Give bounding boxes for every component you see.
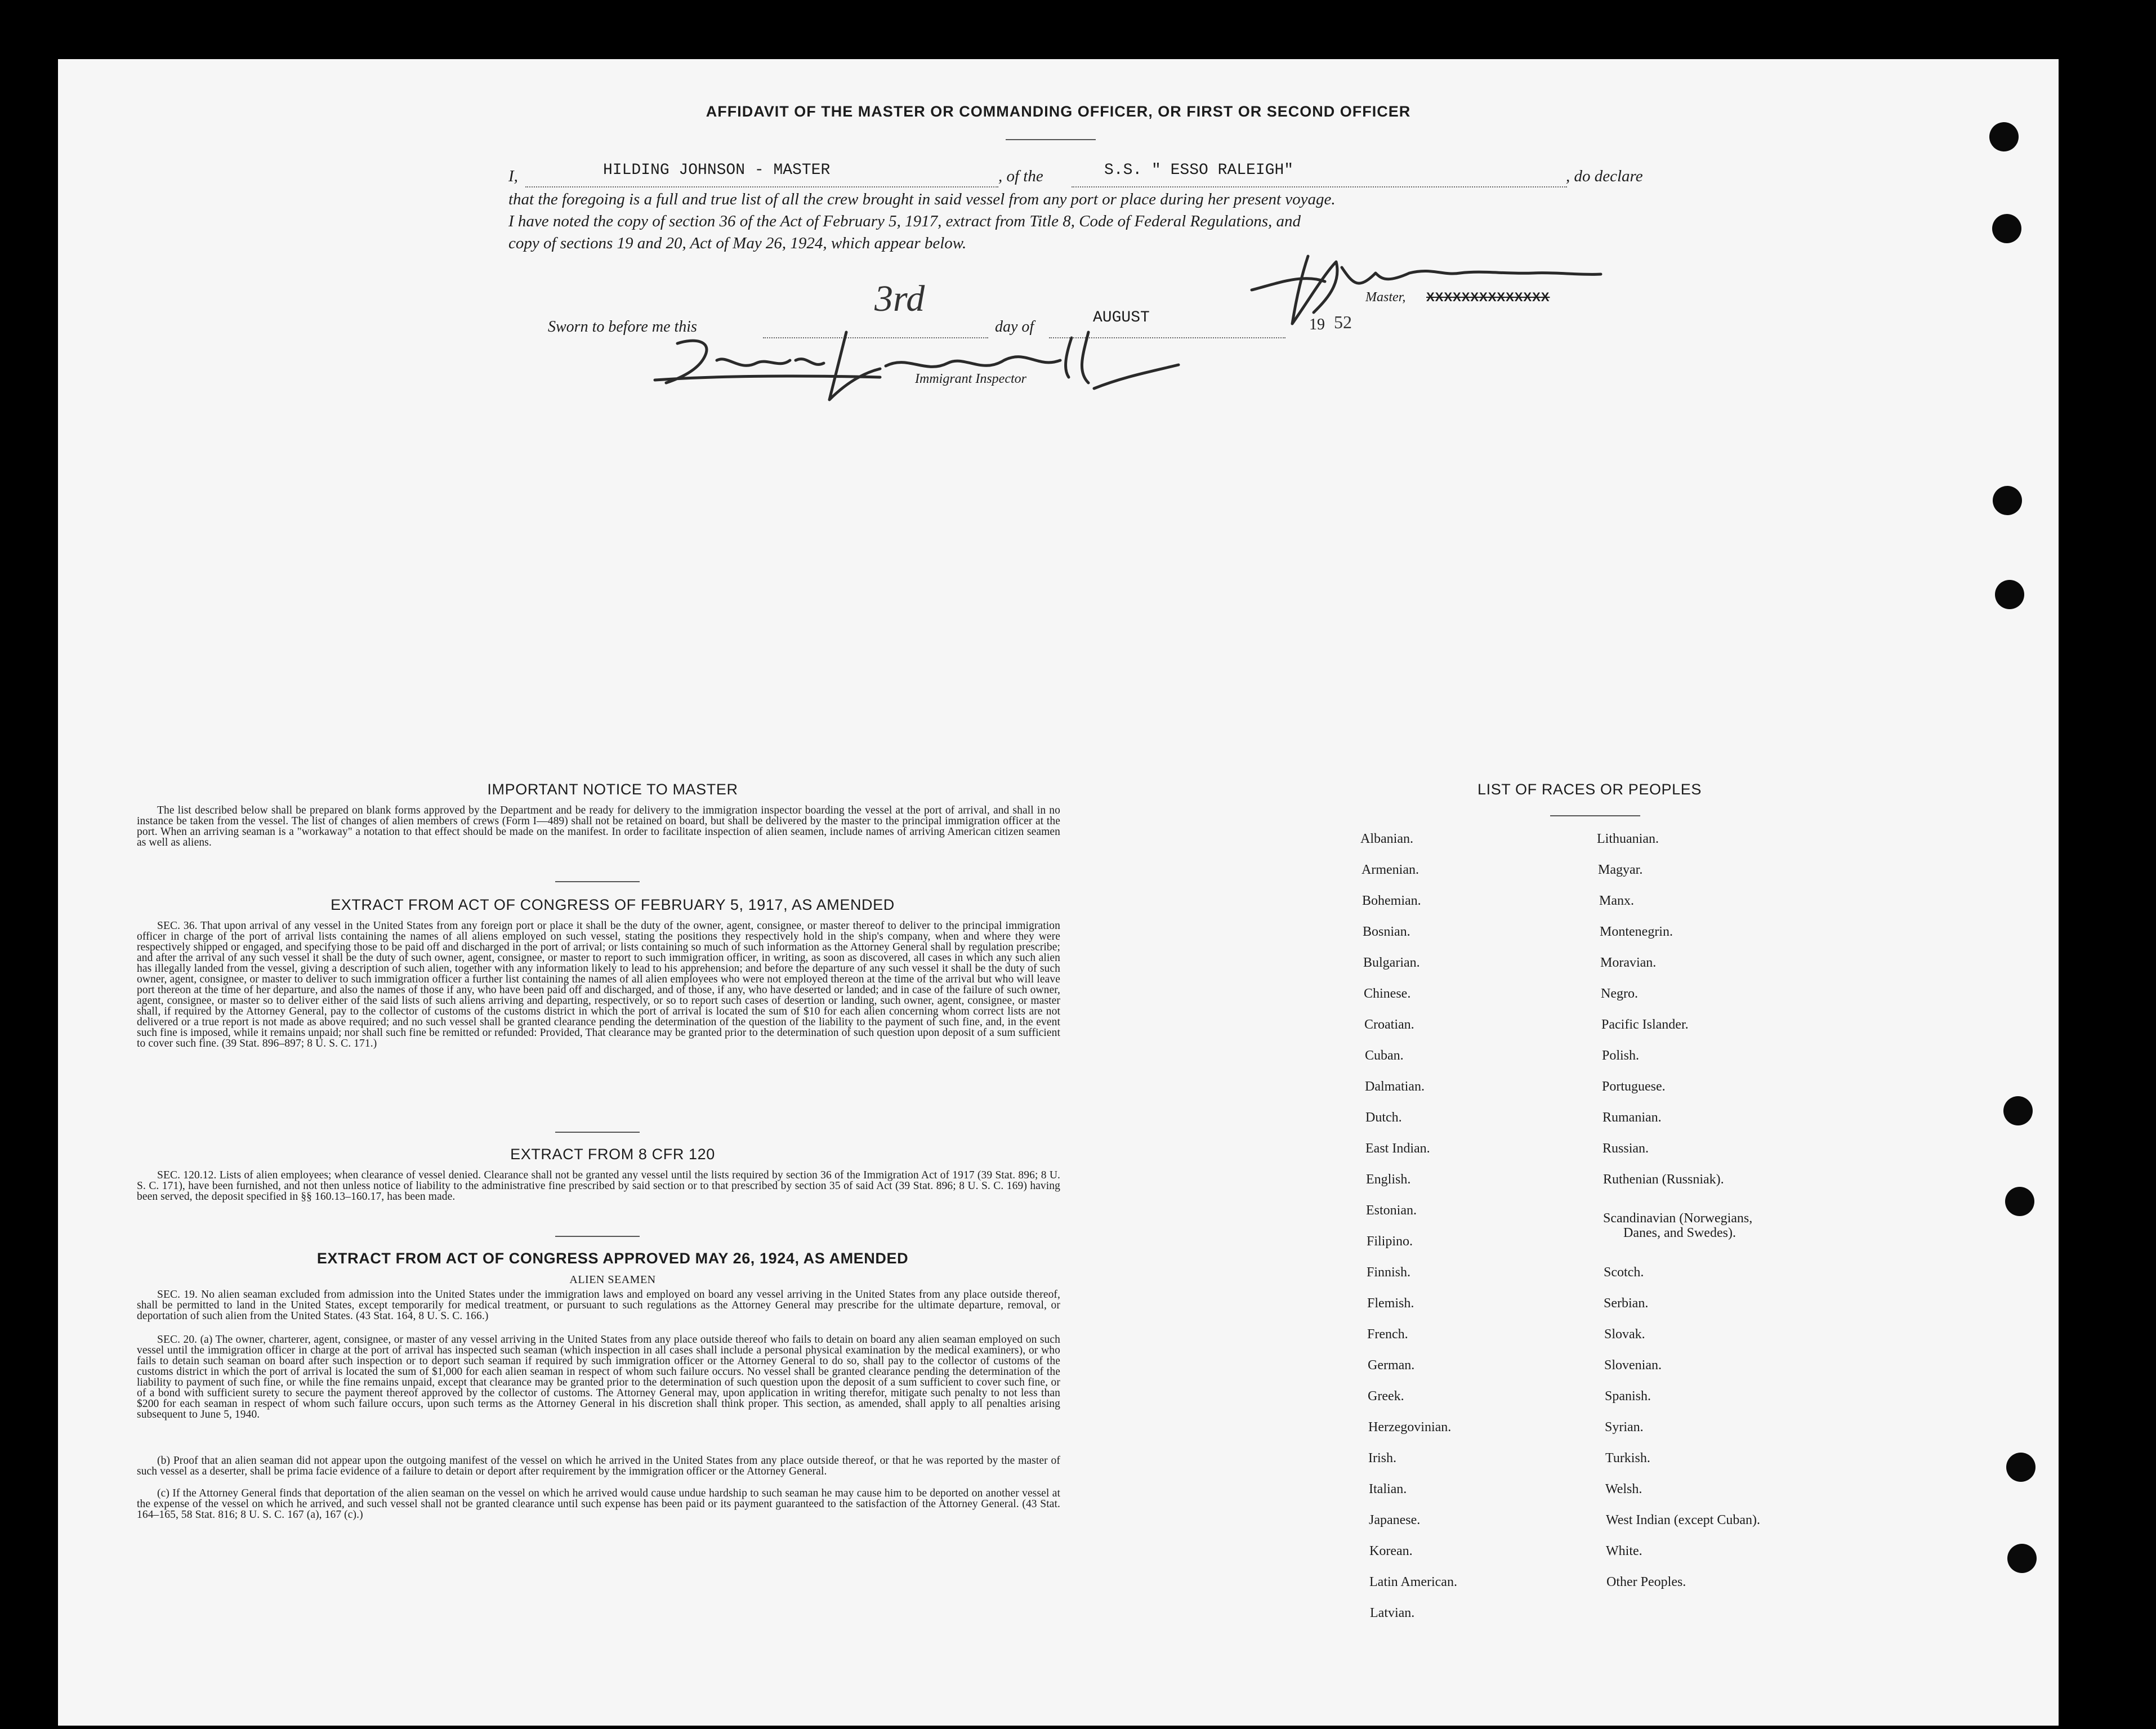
- race-item: Finnish.: [1367, 1265, 1411, 1280]
- race-item: Scotch.: [1604, 1265, 1644, 1280]
- cfr-text: SEC. 120.12. Lists of alien employees; when clearance of vessel denied. Clearance shall not be granted any vessel until the lists required by section 36 of the Immigration Act of 1917 (39 Stat. 896; 8 U. S. C. 171), have been furnished, and not then unless notice of liability to the administrative fine prescribed by said section or to that prescribed by section 35 of said Act (39 Stat. 896; 8 U. S. C. 169) having been served, the deposit specified in §§ 160.13–160.17, has been made.: [137, 1169, 1060, 1203]
- punch-hole: [1992, 214, 2021, 243]
- race-item: Bohemian.: [1362, 893, 1421, 908]
- race-item: Other Peoples.: [1606, 1575, 1686, 1589]
- master-label: Master,: [1365, 290, 1406, 305]
- alien-seamen-subtitle: ALIEN SEAMEN: [569, 1274, 656, 1286]
- race-item: Polish.: [1602, 1048, 1640, 1063]
- race-item: East Indian.: [1365, 1141, 1430, 1156]
- race-item: German.: [1368, 1358, 1415, 1373]
- vessel-line: [1072, 186, 1567, 187]
- punch-hole: [1989, 122, 2019, 151]
- notice-title: IMPORTANT NOTICE TO MASTER: [487, 781, 738, 798]
- title-divider: [1006, 139, 1096, 140]
- race-item: Turkish.: [1605, 1451, 1650, 1466]
- race-item: Magyar.: [1598, 863, 1643, 877]
- race-item: Pacific Islander.: [1601, 1017, 1689, 1032]
- punch-hole: [1995, 580, 2024, 609]
- races-divider: [1550, 815, 1640, 816]
- day-value: 3rd: [874, 278, 925, 319]
- race-item: West Indian (except Cuban).: [1606, 1513, 1760, 1527]
- sec-20c-text: (c) If the Attorney General finds that deportation of the alien seaman on the vessel on which he arrived would cause undue hardship to such seaman he may cause him to be deported on another vessel at the expense of the vessel on which he arrived, and such vessel shall not be granted clearance until such expense has been paid or its payment guaranteed to the satisfaction of the Attorney General. (43 Stat. 164–165, 58 Stat. 816; 8 U. S. C. 167 (a), 167 (c).): [137, 1487, 1060, 1521]
- race-item: Italian.: [1369, 1482, 1407, 1496]
- day-of-text: day of: [995, 318, 1034, 336]
- extract-1917-text: SEC. 36. That upon arrival of any vessel in the United States from any foreign port or place it shall be the duty of the owner, agent, consignee, or master thereof to deliver to the principal immigration officer in charge of the port of arrival lists containing the names of all aliens employed on such vessel, stating the positions they respectively hold in the ship's company, when and where they were respectively shipped or engaged, and specifying those to be paid off and discharged in the port of arrival; or lists containing so much of such information as the Attorney General shall by regulation prescribe; and after the arrival of any such vessel it shall be the duty of such owner, agent, consignee, or master to report to such immigration officer, in writing, as soon as discovered, all cases in which any such alien has illegally landed from the vessel, giving a description of such alien, together with any information likely to lead to his apprehension; and before the departure of any such vessel it shall be the duty of such owner, agent, consignee, or master to deliver to such immigration officer a further list containing the names of all alien employees who were not employed thereon at the time of the arrival but who will leave port thereon at the time of her departure, and also the names of those if any, who have been paid off and discharged, and of those, if any, who have deserted or landed; and in case of the failure of such owner, agent, consignee, or master so to deliver either of the said lists of such aliens arriving and departing, respectively, or so to report such cases of desertion or landing, such owner, agent, consignee, or master shall, if required by the Attorney General, pay to the collector of customs of the customs district in which the port of arrival is located the sum of $10 for each alien concerning whom correct lists are not delivered or a true report is not made as above required; and no such vessel shall be granted clearance pending the determination of the question of the liability to the payment of such fine, and, in the event such fine is imposed, while it remains unpaid; nor shall such fine be remitted or refunded: Provided, That clearance may be granted prior to the determination of such question upon deposit of a sum sufficient to cover such fine. (39 Stat. 896–897; 8 U. S. C. 171.): [137, 920, 1060, 1049]
- race-item: English.: [1366, 1172, 1411, 1187]
- inspector-label: Immigrant Inspector: [915, 372, 1026, 386]
- race-item: Albanian.: [1360, 832, 1413, 846]
- year-prefix: 19: [1309, 316, 1325, 333]
- race-item: Negro.: [1601, 986, 1638, 1001]
- declaration-line-4: copy of sections 19 and 20, Act of May 26, 1924, which appear below.: [508, 234, 967, 252]
- divider-3: [555, 1236, 640, 1237]
- punch-hole: [2006, 1453, 2036, 1482]
- master-name-line: [525, 186, 998, 187]
- race-item: Montenegrin.: [1600, 924, 1673, 939]
- race-item: Japanese.: [1369, 1513, 1421, 1527]
- race-item: Cuban.: [1365, 1048, 1404, 1063]
- punch-hole: [1993, 486, 2022, 515]
- race-item: Chinese.: [1364, 986, 1411, 1001]
- race-item: Herzegovinian.: [1368, 1420, 1452, 1435]
- notice-text: The list described below shall be prepared on blank forms approved by the Department and be ready for delivery to the immigration inspector boarding the vessel at the port of arrival, and shall in no instance be taken from the vessel. The list of changes of alien members of crews (Form I—489) shall not be retained on board, but shall be delivered by the master to the principal immigration officer at the port. When an arriving seaman is a "workaway" a notation to that effect should be made on the manifest. In order to facilitate inspection of alien seamen, include names of arriving American citizen seamen as well as aliens.: [137, 805, 1060, 848]
- race-item: Bosnian.: [1363, 924, 1410, 939]
- inspector-signature: [644, 321, 1184, 405]
- year-suffix: 52: [1334, 312, 1352, 332]
- race-item: Irish.: [1368, 1451, 1396, 1466]
- races-title: LIST OF RACES OR PEOPLES: [1477, 781, 1702, 798]
- race-item: Welsh.: [1605, 1482, 1642, 1496]
- race-item: Danes, and Swedes).: [1623, 1226, 1736, 1240]
- document-page: [58, 59, 2059, 1726]
- race-item: Russian.: [1603, 1141, 1649, 1156]
- month-field: AUGUST: [1093, 309, 1150, 327]
- race-item: Moravian.: [1600, 955, 1657, 970]
- race-item: Slovenian.: [1604, 1358, 1662, 1373]
- race-item: Latvian.: [1370, 1606, 1415, 1620]
- extract-1924-title: EXTRACT FROM ACT OF CONGRESS APPROVED MAY 26, 1924, AS AMENDED: [316, 1250, 909, 1267]
- race-item: Armenian.: [1362, 863, 1419, 877]
- punch-hole: [2005, 1187, 2034, 1216]
- race-item: Latin American.: [1369, 1575, 1457, 1589]
- sworn-text: Sworn to before me this: [548, 318, 697, 336]
- race-item: Greek.: [1368, 1389, 1404, 1404]
- race-item: Portuguese.: [1602, 1079, 1666, 1094]
- race-item: Korean.: [1369, 1544, 1413, 1558]
- race-item: Slovak.: [1604, 1327, 1645, 1342]
- master-name-field: HILDING JOHNSON - MASTER: [603, 162, 831, 179]
- race-item: Serbian.: [1604, 1296, 1649, 1311]
- race-item: Estonian.: [1366, 1203, 1417, 1218]
- declarant-prefix: I,: [508, 167, 518, 185]
- race-item: Syrian.: [1605, 1420, 1644, 1435]
- struck-title: XXXXXXXXXXXXXX: [1426, 290, 1550, 304]
- declaration-line-2: that the foregoing is a full and true list of all the crew brought in said vessel from any port or place during her present voyage.: [508, 190, 1336, 208]
- race-item: Scandinavian (Norwegians,: [1603, 1211, 1753, 1226]
- do-declare-text: , do declare: [1566, 167, 1643, 185]
- extract-1917-title: EXTRACT FROM ACT OF CONGRESS OF FEBRUARY 5, 1917, AS AMENDED: [331, 896, 895, 913]
- sec-20a-text: SEC. 20. (a) The owner, charterer, agent, consignee, or master of any vessel arriving in the United States from any place outside thereof who fails to detain on board any alien seaman employed on such vessel until the immigration officer in charge at the port of arrival has inspected such seaman (which inspection in all cases shall include a personal physical examination by the medical examiners), or who fails to detain such seaman on board after such inspection or to deport such seaman if required by such immigration officer or the Attorney General to do so, shall pay to the collector of customs of the customs district in which the port of arrival is located the sum of $1,000 for each alien seaman in respect of whom such failure occurs. No vessel shall be granted clearance pending the determination of the liability to payment of such fine, or while the fine remains unpaid, except that clearance may be granted prior to the determination of such question upon the deposit of a sum sufficient to cover such fine, or of a bond with sufficient surety to secure the payment thereof approved by the collector of customs. The Attorney General may, upon application in writing therefor, mitigate such penalty to not less than $200 for each seaman in respect of whom such failure occurs, upon such terms as the Attorney General in his discretion shall think proper. This section, as amended, shall apply to all penalties arising subsequent to June 5, 1940.: [137, 1334, 1060, 1420]
- race-item: Lithuanian.: [1597, 832, 1659, 846]
- race-item: White.: [1606, 1544, 1642, 1558]
- sec-19-text: SEC. 19. No alien seaman excluded from admission into the United States under the immigration laws and employed on board any vessel arriving in the United States from any place outside thereof, shall be permitted to land in the United States, except temporarily for medical treatment, or pursuant to such regulations as the Attorney General may prescribe for the ultimate departure, removal, or deportation of such alien from the United States. (43 Stat. 164, 8 U. S. C. 166.): [137, 1289, 1060, 1322]
- of-the-text: , of the: [998, 167, 1043, 185]
- declaration-line-3: I have noted the copy of section 36 of the Act of February 5, 1917, extract from Title 8, Code of Federal Regulations, and: [508, 212, 1301, 230]
- race-item: Flemish.: [1367, 1296, 1414, 1311]
- sec-20b-text: (b) Proof that an alien seaman did not appear upon the outgoing manifest of the vessel on which he arrived in the United States from any place outside thereof, or that he was reported by the master of such vessel as a deserter, shall be prima facie evidence of a failure to detain or deport after requirement by the immigration officer or the Attorney General.: [137, 1455, 1060, 1477]
- punch-hole: [2003, 1096, 2033, 1125]
- race-item: Filipino.: [1367, 1234, 1413, 1249]
- race-item: Croatian.: [1364, 1017, 1414, 1032]
- race-item: Rumanian.: [1603, 1110, 1662, 1125]
- punch-hole: [2007, 1544, 2037, 1573]
- race-item: Ruthenian (Russniak).: [1603, 1172, 1724, 1187]
- affidavit-title: AFFIDAVIT OF THE MASTER OR COMMANDING OFFICER, OR FIRST OR SECOND OFFICER: [706, 103, 1411, 120]
- divider-2: [555, 1132, 640, 1133]
- vessel-field: S.S. " ESSO RALEIGH": [1104, 162, 1294, 179]
- race-item: Manx.: [1599, 893, 1634, 908]
- divider-1: [555, 881, 640, 882]
- race-item: Dalmatian.: [1365, 1079, 1425, 1094]
- race-item: Bulgarian.: [1363, 955, 1420, 970]
- race-item: Dutch.: [1365, 1110, 1402, 1125]
- race-item: French.: [1367, 1327, 1408, 1342]
- cfr-title: EXTRACT FROM 8 CFR 120: [510, 1146, 715, 1163]
- race-item: Spanish.: [1605, 1389, 1651, 1404]
